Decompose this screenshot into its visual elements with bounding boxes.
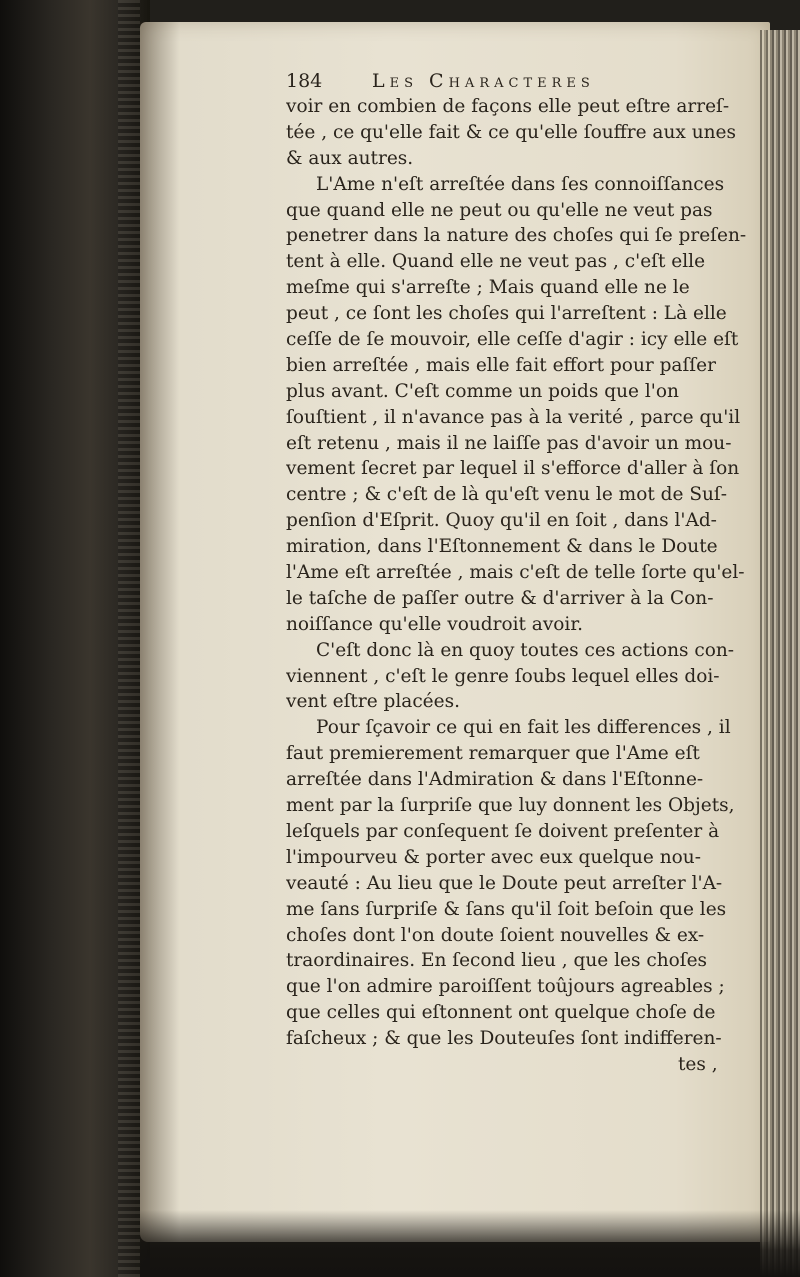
text-line: Pour ſçavoir ce qui en fait les differences , il (316, 717, 731, 739)
bottom-shadow (140, 1210, 800, 1277)
text-line: C'eſt donc là en quoy toutes ces actions con- (316, 639, 735, 661)
text-line: l'impourveu & porter avec eux quelque nou- (286, 846, 701, 868)
text-line: bien arreſtée , mais elle fait effort pour paſſer (286, 354, 716, 376)
page-edges (760, 30, 800, 1277)
text-line: viennent , c'eſt le genre ſoubs lequel elles doi- (286, 665, 720, 687)
text-line: vement ſecret par lequel il s'efforce d'aller à ſon (286, 458, 740, 480)
text-line: l'Ame eſt arreſtée , mais c'eſt de telle ſorte qu'el- (286, 562, 745, 584)
text-line: eſt retenu , mais il ne laiſſe pas d'avoir un mou- (286, 432, 732, 454)
text-line: faut premierement remarquer que l'Ame eſt (286, 743, 700, 765)
page-number: 184 (286, 70, 323, 92)
text-line: centre ; & c'eſt de là qu'eſt venu le mot de Suſ- (286, 484, 728, 506)
text-line: leſquels par conſequent ſe doivent preſenter à (286, 820, 720, 842)
text-line: tée , ce qu'elle fait & ce qu'elle ſouffre aux unes (286, 121, 736, 143)
text-line: noiſſance qu'elle voudroit avoir. (286, 613, 584, 635)
text-line: ment par la ſurpriſe que luy donnent les Objets, (286, 795, 735, 817)
page-text (286, 68, 766, 1078)
text-line: peut , ce ſont les choſes qui l'arreſtent : Là elle (286, 303, 727, 325)
text-line: que l'on admire paroiſſent toûjours agreables ; (286, 976, 725, 998)
text-line: miration, dans l'Eſtonnement & dans le Doute (286, 536, 718, 558)
text-line: veauté : Au lieu que le Doute peut arreſter l'A- (286, 872, 723, 894)
text-line: & aux autres. (286, 147, 414, 169)
text-line: plus avant. C'eſt comme un poids que l'on (286, 380, 679, 402)
gutter-shadow (140, 22, 180, 1242)
catchword: tes , (678, 1053, 718, 1075)
running-title: Les Characteres (372, 70, 595, 92)
text-line: arreſtée dans l'Admiration & dans l'Eſtonne- (286, 769, 704, 791)
text-line: ceſſe de ſe mouvoir, elle ceſſe d'agir : icy elle eſt (286, 329, 739, 351)
text-line: traordinaires. En ſecond lieu , que les choſes (286, 950, 708, 972)
text-line: penſion d'Eſprit. Quoy qu'il en ſoit , dans l'Ad- (286, 510, 717, 532)
text-line: faſcheux ; & que les Douteuſes ſont indifferen- (286, 1028, 722, 1050)
text-line: que celles qui eſtonnent ont quelque choſe de (286, 1002, 716, 1024)
book-binding (0, 0, 150, 1277)
text-line: me ſans ſurpriſe & ſans qu'il ſoit beſoin que les (286, 898, 727, 920)
text-line: penetrer dans la nature des choſes qui ſe preſen- (286, 225, 747, 247)
text-line: tent à elle. Quand elle ne veut pas , c'eſt elle (286, 251, 706, 273)
text-line: que quand elle ne peut ou qu'elle ne veut pas (286, 199, 713, 221)
text-line: ſouſtient , il n'avance pas à la verité , parce qu'il (286, 406, 741, 428)
text-line: vent eſtre placées. (286, 691, 460, 713)
text-line: voir en combien de façons elle peut eſtre arreſ- (286, 96, 730, 117)
text-line: le taſche de paſſer outre & d'arriver à la Con- (286, 587, 714, 609)
text-line: L'Ame n'eſt arreſtée dans ſes connoiſſances (316, 173, 725, 195)
running-header (286, 68, 766, 94)
text-line: meſme qui s'arreſte ; Mais quand elle ne le (286, 277, 690, 299)
text-line: choſes dont l'on doute ſoient nouvelles & ex- (286, 924, 705, 946)
